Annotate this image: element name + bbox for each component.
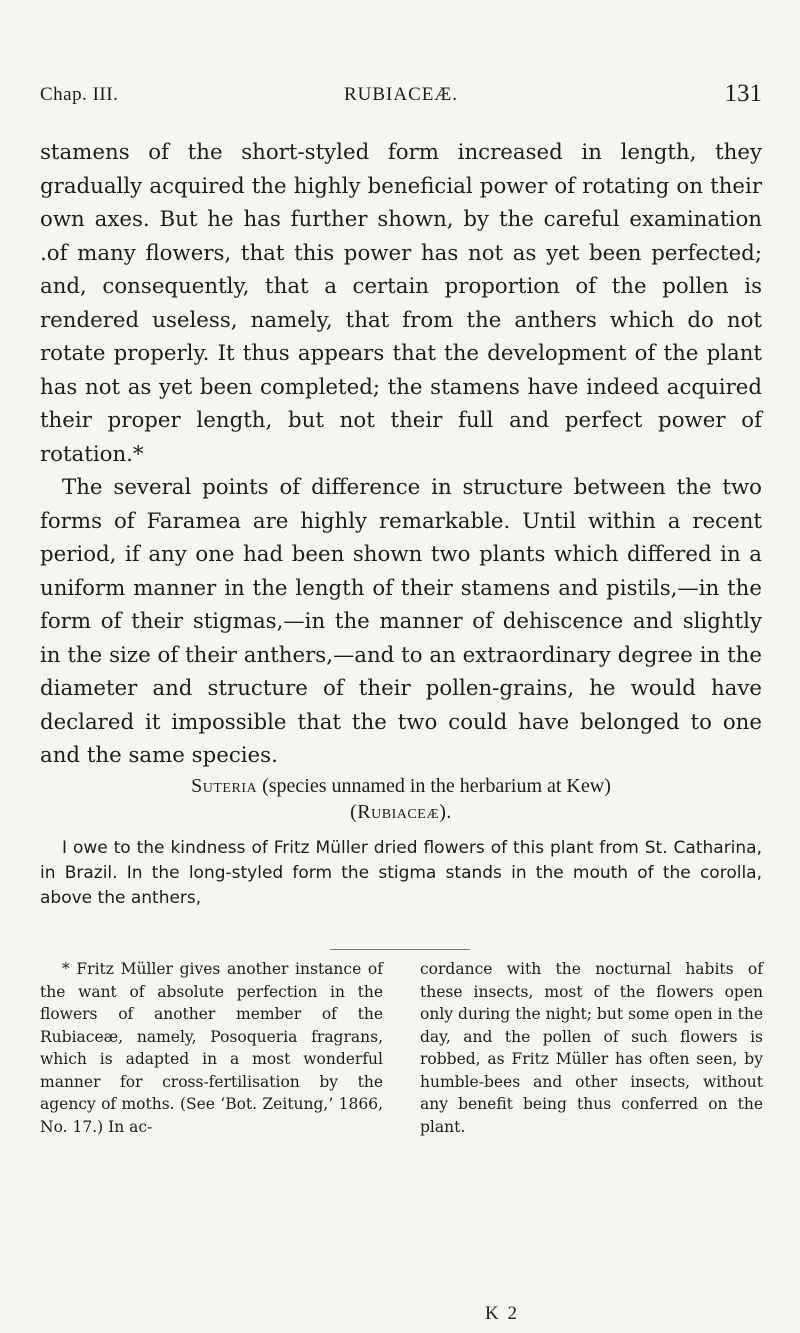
main-text	[40, 136, 762, 773]
genus-name: Suteria	[191, 775, 258, 797]
section-heading-line-1	[40, 773, 762, 799]
page-number: 131	[724, 80, 762, 107]
family-name: (Rubiaceæ).	[350, 801, 452, 823]
footnote-rule	[330, 949, 470, 950]
running-header	[40, 80, 762, 114]
footnote-column-left	[40, 958, 383, 1138]
section-heading-note: (species unnamed in the herbarium at Kew)	[257, 775, 611, 797]
paragraph-2: The several points of difference in structure between the two forms of Faramea are highly remarkable. Until within a recent period, if any one had been shown two plants which differed in a uniform manner in the length of their stamens and pistils,—in the form of their stigmas,—in the manner of dehiscence and slightly in the size of their anthers,—and to an extraordinary degree in the diameter and structure of their pollen-grains, he would have declared it impossible that the two could have belonged to one and the same species.	[40, 475, 762, 768]
section-paragraph: I owe to the kindness of Fritz Müller dried flowers of this plant from St. Catharina, in Brazil. In the long-styled form the stigma stands in the mouth of the corolla, above the anthers,	[40, 838, 762, 908]
footnote-column-right	[420, 958, 763, 1138]
running-title: RUBIACEÆ.	[343, 84, 459, 105]
paragraph-1: stamens of the short-styled form increased in length, they gradually acquired the highly beneficial power of rotating on their own axes. But he has further shown, by the careful examination .of many flowers, that this power has not as yet been perfected; and, consequently, that a certain proportion of the pollen is rendered useless, namely, that from the anthers which do not rotate properly. It thus appears that the development of the plant has not as yet been completed; the stamens have indeed acquired their proper length, but not their full and perfect power of rotation.*	[40, 140, 762, 467]
section-text	[40, 836, 762, 911]
section-heading-line-2	[40, 799, 762, 825]
footnote-text-left: * Fritz Müller gives another instance of the want of absolute perfection in the flowers of another member of the Rubiaceæ, namely, Posoqueria fragrans, which is adapted in a most wonderful manner for cross-fertilisation by the agency of moths. (See ‘Bot. Zeitung,’ 1866, No. 17.) In ac-	[40, 960, 383, 1136]
chapter-label: Chap. III.	[40, 84, 119, 105]
section-heading	[40, 773, 762, 825]
signature-mark: K 2	[485, 1303, 519, 1324]
footnote-text-right: cordance with the nocturnal habits of these insects, most of the flowers open only during the night; but some open in the day, and the pollen of such flowers is robbed, as Fritz Müller has often seen, by humble-bees and other insects, without any benefit being thus conferred on the plant.	[420, 960, 763, 1136]
